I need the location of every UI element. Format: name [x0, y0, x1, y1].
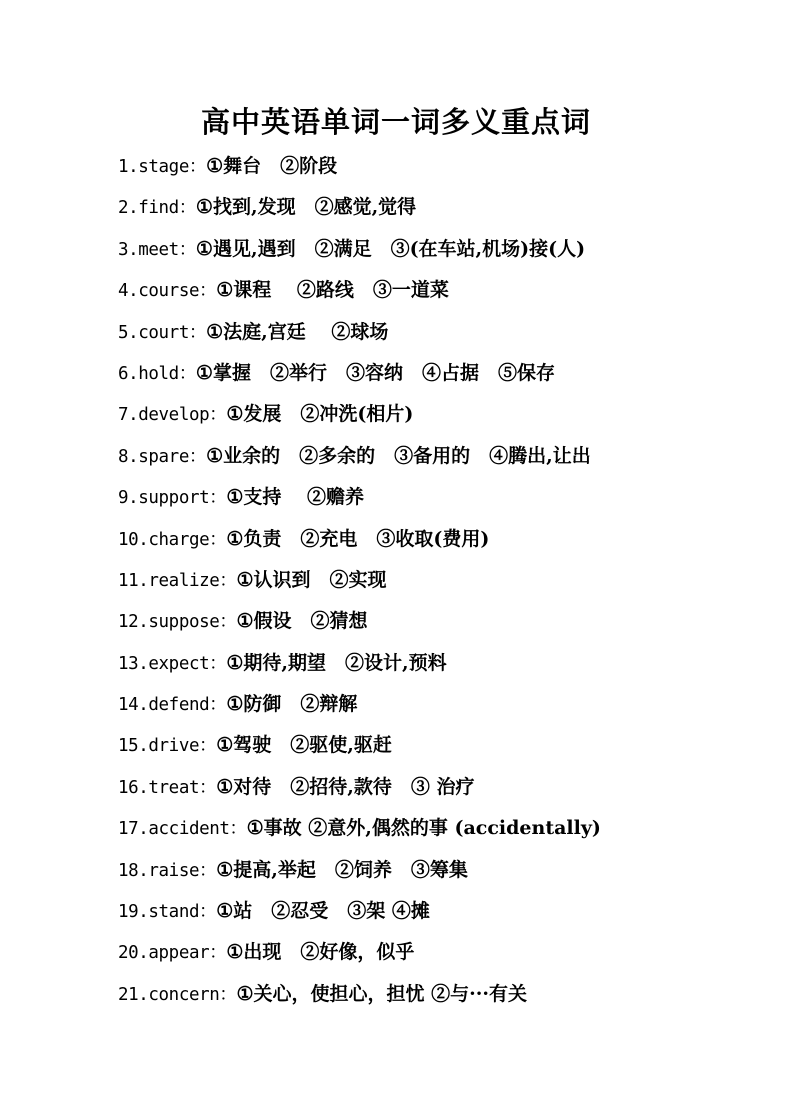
- vocab-word: 15.drive：: [118, 736, 217, 757]
- page-title: 高中英语单词一词多义重点词: [200, 105, 591, 139]
- vocab-word: 9.support：: [118, 488, 227, 509]
- list-item: [118, 519, 788, 560]
- list-item: [118, 684, 788, 725]
- vocab-word: 13.expect：: [118, 653, 227, 674]
- vocab-word: 5.court：: [118, 322, 207, 343]
- list-item: [118, 850, 788, 891]
- vocab-meanings: ①舞台 ②阶段: [206, 155, 338, 177]
- list-item: [118, 601, 788, 642]
- vocab-word: 12.suppose：: [118, 612, 237, 633]
- vocab-meanings: ①发展 ②冲洗(相片): [226, 403, 414, 426]
- list-item: [118, 560, 788, 601]
- list-item: [118, 312, 788, 353]
- vocab-word: 2.find：: [118, 198, 196, 219]
- vocab-word: 20.appear：: [118, 943, 227, 964]
- vocab-meanings: ①假设 ②猜想: [236, 610, 368, 633]
- list-item: [118, 725, 788, 766]
- vocab-meanings: ①法庭,宫廷 ②球场: [206, 320, 389, 343]
- vocab-word: 3.meet：: [118, 239, 196, 260]
- vocab-word: 16.treat：: [118, 777, 217, 798]
- vocab-word: 6.hold：: [118, 363, 196, 384]
- list-item: [118, 891, 788, 932]
- vocab-word: 7.develop：: [118, 405, 227, 426]
- vocab-meanings: ①业余的 ②多余的 ③备用的 ④腾出,让出: [206, 444, 591, 467]
- vocab-meanings: ①对待 ②招待,款待 ③ 治疗: [216, 775, 475, 798]
- vocab-meanings: ①负责 ②充电 ③收取(费用): [226, 527, 490, 550]
- list-item: [118, 808, 788, 849]
- vocab-word: 4.course：: [118, 281, 217, 302]
- list-item: [118, 477, 788, 518]
- vocab-word: 11.realize：: [118, 570, 237, 591]
- vocab-word: 14.defend：: [118, 695, 227, 716]
- list-item: [118, 146, 788, 187]
- vocab-meanings: ①关心，使担心，担忧 ②与···有关: [236, 982, 527, 1005]
- list-item: [118, 270, 788, 311]
- vocab-word: 21.concern：: [118, 984, 237, 1005]
- vocab-meanings: ①出现 ②好像，似乎: [226, 941, 415, 964]
- vocab-word: 17.accident：: [118, 819, 247, 840]
- list-item: [118, 394, 788, 435]
- vocab-meanings: ①找到,发现 ②感觉,觉得: [195, 196, 417, 219]
- list-item: [118, 643, 788, 684]
- list-item: [118, 767, 788, 808]
- vocab-word: 1.stage：: [118, 157, 207, 177]
- list-item: [118, 353, 788, 394]
- list-item: [118, 974, 788, 1015]
- list-item: [118, 436, 788, 477]
- vocab-word: 8.spare：: [118, 446, 207, 467]
- vocab-word: 19.stand：: [118, 902, 217, 923]
- vocab-meanings: ①站 ②忍受 ③架 ④摊: [216, 900, 430, 923]
- vocab-word: 18.raise：: [118, 860, 217, 881]
- vocab-meanings: ①遇见,遇到 ②满足 ③(在车站,机场)接(人): [195, 237, 586, 260]
- vocabulary-list: [118, 146, 788, 1015]
- vocab-meanings: ①掌握 ②举行 ③容纳 ④占据 ⑤保存: [195, 361, 555, 384]
- list-item: [118, 229, 788, 270]
- vocab-meanings: ①防御 ②辩解: [226, 693, 358, 716]
- list-item: [118, 932, 788, 973]
- vocab-meanings: ①认识到 ②实现: [236, 568, 387, 591]
- vocab-meanings: ①支持 ②赡养: [226, 486, 364, 509]
- vocab-meanings: ①课程 ②路线 ③一道菜: [216, 279, 449, 302]
- list-item: [118, 187, 788, 228]
- vocab-meanings: ①驾驶 ②驱使,驱赶: [216, 734, 392, 757]
- vocab-meanings: ①期待,期望 ②设计,预料: [226, 651, 447, 674]
- vocab-meanings: ①提高,举起 ②饲养 ③筹集: [216, 858, 468, 881]
- vocab-meanings: ①事故 ②意外,偶然的事 (accidentally): [246, 817, 601, 840]
- vocab-word: 10.charge：: [118, 529, 227, 550]
